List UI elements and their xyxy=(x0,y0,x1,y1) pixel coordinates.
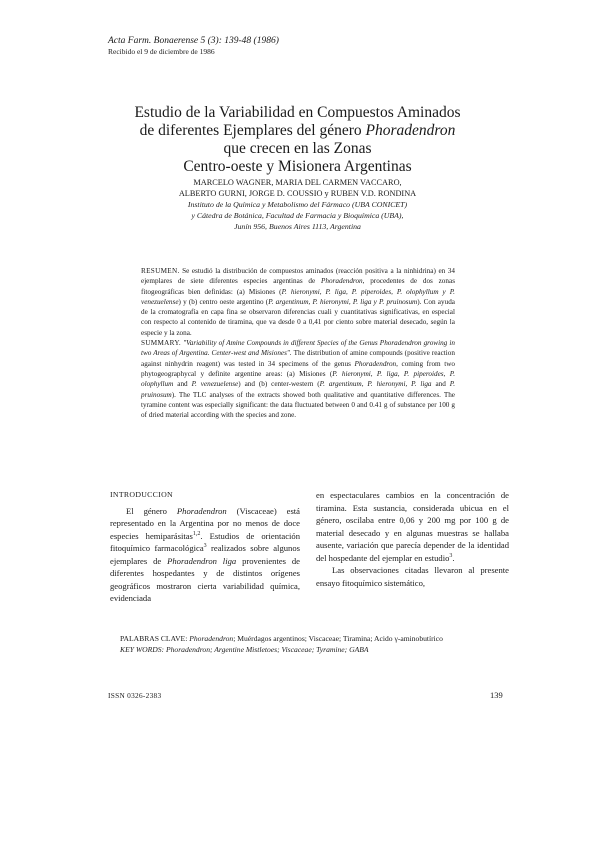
intro-column-right xyxy=(316,489,509,589)
journal-citation: Acta Farm. Bonaerense 5 (3): 139-48 (1986) xyxy=(108,36,279,46)
resumen-text-2: , procedentes de dos zonas fitogeográficas bien definidas: (a) Misiones ( xyxy=(141,277,455,296)
keywords-es-label: PALABRAS CLAVE: xyxy=(120,634,190,643)
intro-heading: INTRODUCCION xyxy=(110,490,173,499)
title-line-4: Centro-oeste y Misionera Argentinas xyxy=(183,158,412,175)
summary-text-3: and xyxy=(173,380,192,389)
intro-ref-3b: 3 xyxy=(449,552,453,559)
intro-column-left xyxy=(110,489,300,605)
keywords-en-label: KEY WORDS: xyxy=(120,644,166,654)
resumen-species-centro: P. argentinum, P. hieronymi, P. liga y P. pruinosum xyxy=(268,297,418,306)
intro-paragraph-1-continued xyxy=(316,489,509,564)
title-line-2 xyxy=(60,122,535,140)
intro-p1-text-e: provenientes de diferentes hospedantes y de distintos orígenes geográficos mostraron cierta variabilidad química, evidenciada xyxy=(110,555,300,603)
resumen-genus: Phoradendron xyxy=(320,277,363,286)
keywords-es-genus: Phoradendron xyxy=(189,634,234,643)
summary-title: "Variability of Amine Compounds in different Species of the Genus Phoradendron growing in two Areas of Argentina. Center-west and Misiones". xyxy=(141,339,455,358)
summary-species-2: P. venezuelense xyxy=(191,380,239,389)
title-line-1: Estudio de la Variabilidad en Compuestos Aminados xyxy=(134,104,461,121)
authors-line-2: ALBERTO GURNI, JORGE D. COUSSIO y RUBEN V.D. RONDINA xyxy=(178,189,417,198)
resumen-species-misiones: P. hieronymi, P. liga, P. piperoides, P. olophyllum y P. venezuelense xyxy=(141,287,455,306)
title-line-3: que crecen en las Zonas xyxy=(223,140,372,157)
summary-paragraph xyxy=(141,338,455,420)
title-line-2-text: de diferentes Ejemplares del género xyxy=(139,122,366,139)
intro-p1-text-d: realizados sobre algunos ejemplares de xyxy=(110,543,300,566)
intro-p1-species: Phoradendron liga xyxy=(167,555,237,566)
intro-p2-text-a: en espectaculares cambios en la concentración de tiramina. Esta sustancia, considerada ubicua en el género, oscilaba entre 0,06 y 200 mg por 100 g de material desecado y en algunas muestras se hallaba ausente, variación que parecía depender de la identidad del hospedante del ejemplar en estudio xyxy=(316,490,509,563)
intro-p2-text-b: . xyxy=(452,552,455,563)
affiliation-line-1: Instituto de la Química y Metabolismo del Fármaco (UBA CONICET) xyxy=(187,200,408,209)
author-list xyxy=(60,177,535,199)
summary-species-1: P. hieronymi, P. liga, P. piperoides, P. olophyllum xyxy=(141,369,455,389)
summary-text-5: and xyxy=(431,380,450,389)
intro-paragraph-2: Las observaciones citadas llevaron al presente ensayo fitoquímico sistemático, xyxy=(316,565,509,588)
keywords-en xyxy=(120,645,515,656)
affiliation-line-3: Junín 956, Buenos Aires 1113, Argentina xyxy=(234,222,361,231)
resumen-text-3: ) y (b) centro oeste argentino ( xyxy=(178,297,269,306)
title-genus: Phoradendron xyxy=(365,122,456,139)
resumen-paragraph xyxy=(141,266,455,338)
intro-paragraph-1 xyxy=(110,505,300,605)
intro-p1-text-b: (Viscaceae) está representado en la Argentina por no menos de doce especies hemiparásitas xyxy=(110,505,300,541)
summary-text-2: , coming from two phytogeographycal y definite argentine areas: (a) Misiones ( xyxy=(141,359,455,378)
summary-genus: Phoradendron xyxy=(354,359,397,368)
intro-ref-3: 3 xyxy=(203,543,207,550)
resumen-text-1: Se estudió la distribución de compuestos aminados (reacción positiva a la ninhidrina) en 34 ejemplares de siete diferentes especies argentinas de xyxy=(141,267,455,286)
affiliation-line-2: y Cátedra de Botánica, Facultad de Farmacia y Bioquímica (UBA), xyxy=(191,211,404,220)
keywords-en-rest: ; Argentine Mistletoes; Viscaceae; Tyramine; GABA xyxy=(210,644,369,654)
article-title xyxy=(60,104,535,176)
summary-text-4: ) and (b) center-western ( xyxy=(238,380,320,389)
summary-text-6: ). The TLC analyses of the extracts showed both qualitative and quantitative differences. The tyramine content was especially significant: the data fluctuated between 0 and 0.41 g of substance per 100 g of dried material according with the species and zone. xyxy=(141,390,455,420)
issn: ISSN 0326-2383 xyxy=(108,691,162,700)
resumen-text-4: ). Con ayuda de la cromatografía en capa fina se observaron diferencias cuali y cuantitativas significativas, en especial con respecto al contenido de tiramina, que va desde 0 a 0,41 por ciento sobre material desecado, según la especie y la zona. xyxy=(141,297,455,337)
intro-p1-text-a: El género xyxy=(126,505,177,516)
summary-species-3: P. argentinum, P. hieronymi, P. liga xyxy=(319,380,432,389)
intro-ref-1-2: 1,2 xyxy=(192,530,201,537)
authors-line-1: MARCELO WAGNER, MARIA DEL CARMEN VACCARO, xyxy=(193,178,402,187)
summary-label: SUMMARY. xyxy=(141,339,182,348)
received-date: Recibido el 9 de diciembre de 1986 xyxy=(108,47,215,56)
summary-species-4: P. pruinosum xyxy=(141,380,456,399)
resumen-label: RESUMEN. xyxy=(141,267,180,275)
affiliation xyxy=(60,199,535,232)
keywords-es-rest: ; Muérdagos argentinos; Viscaceae; Tiramina; Acido γ-aminobutírico xyxy=(233,634,443,643)
keywords-es xyxy=(120,634,515,645)
page-number: 139 xyxy=(490,690,503,700)
abstract xyxy=(141,266,455,420)
keywords-en-genus: Phoradendron xyxy=(165,644,210,654)
intro-p1-genus: Phoradendron xyxy=(176,505,227,516)
intro-p1-text-c: . Estudios de orientación fitoquímico farmacológica xyxy=(110,530,300,553)
summary-text-1: The distribution of amine compounds (positive reaction against ninhydrin reagent) was tested in 34 specimens of the genus xyxy=(141,349,455,368)
keywords xyxy=(120,634,515,655)
